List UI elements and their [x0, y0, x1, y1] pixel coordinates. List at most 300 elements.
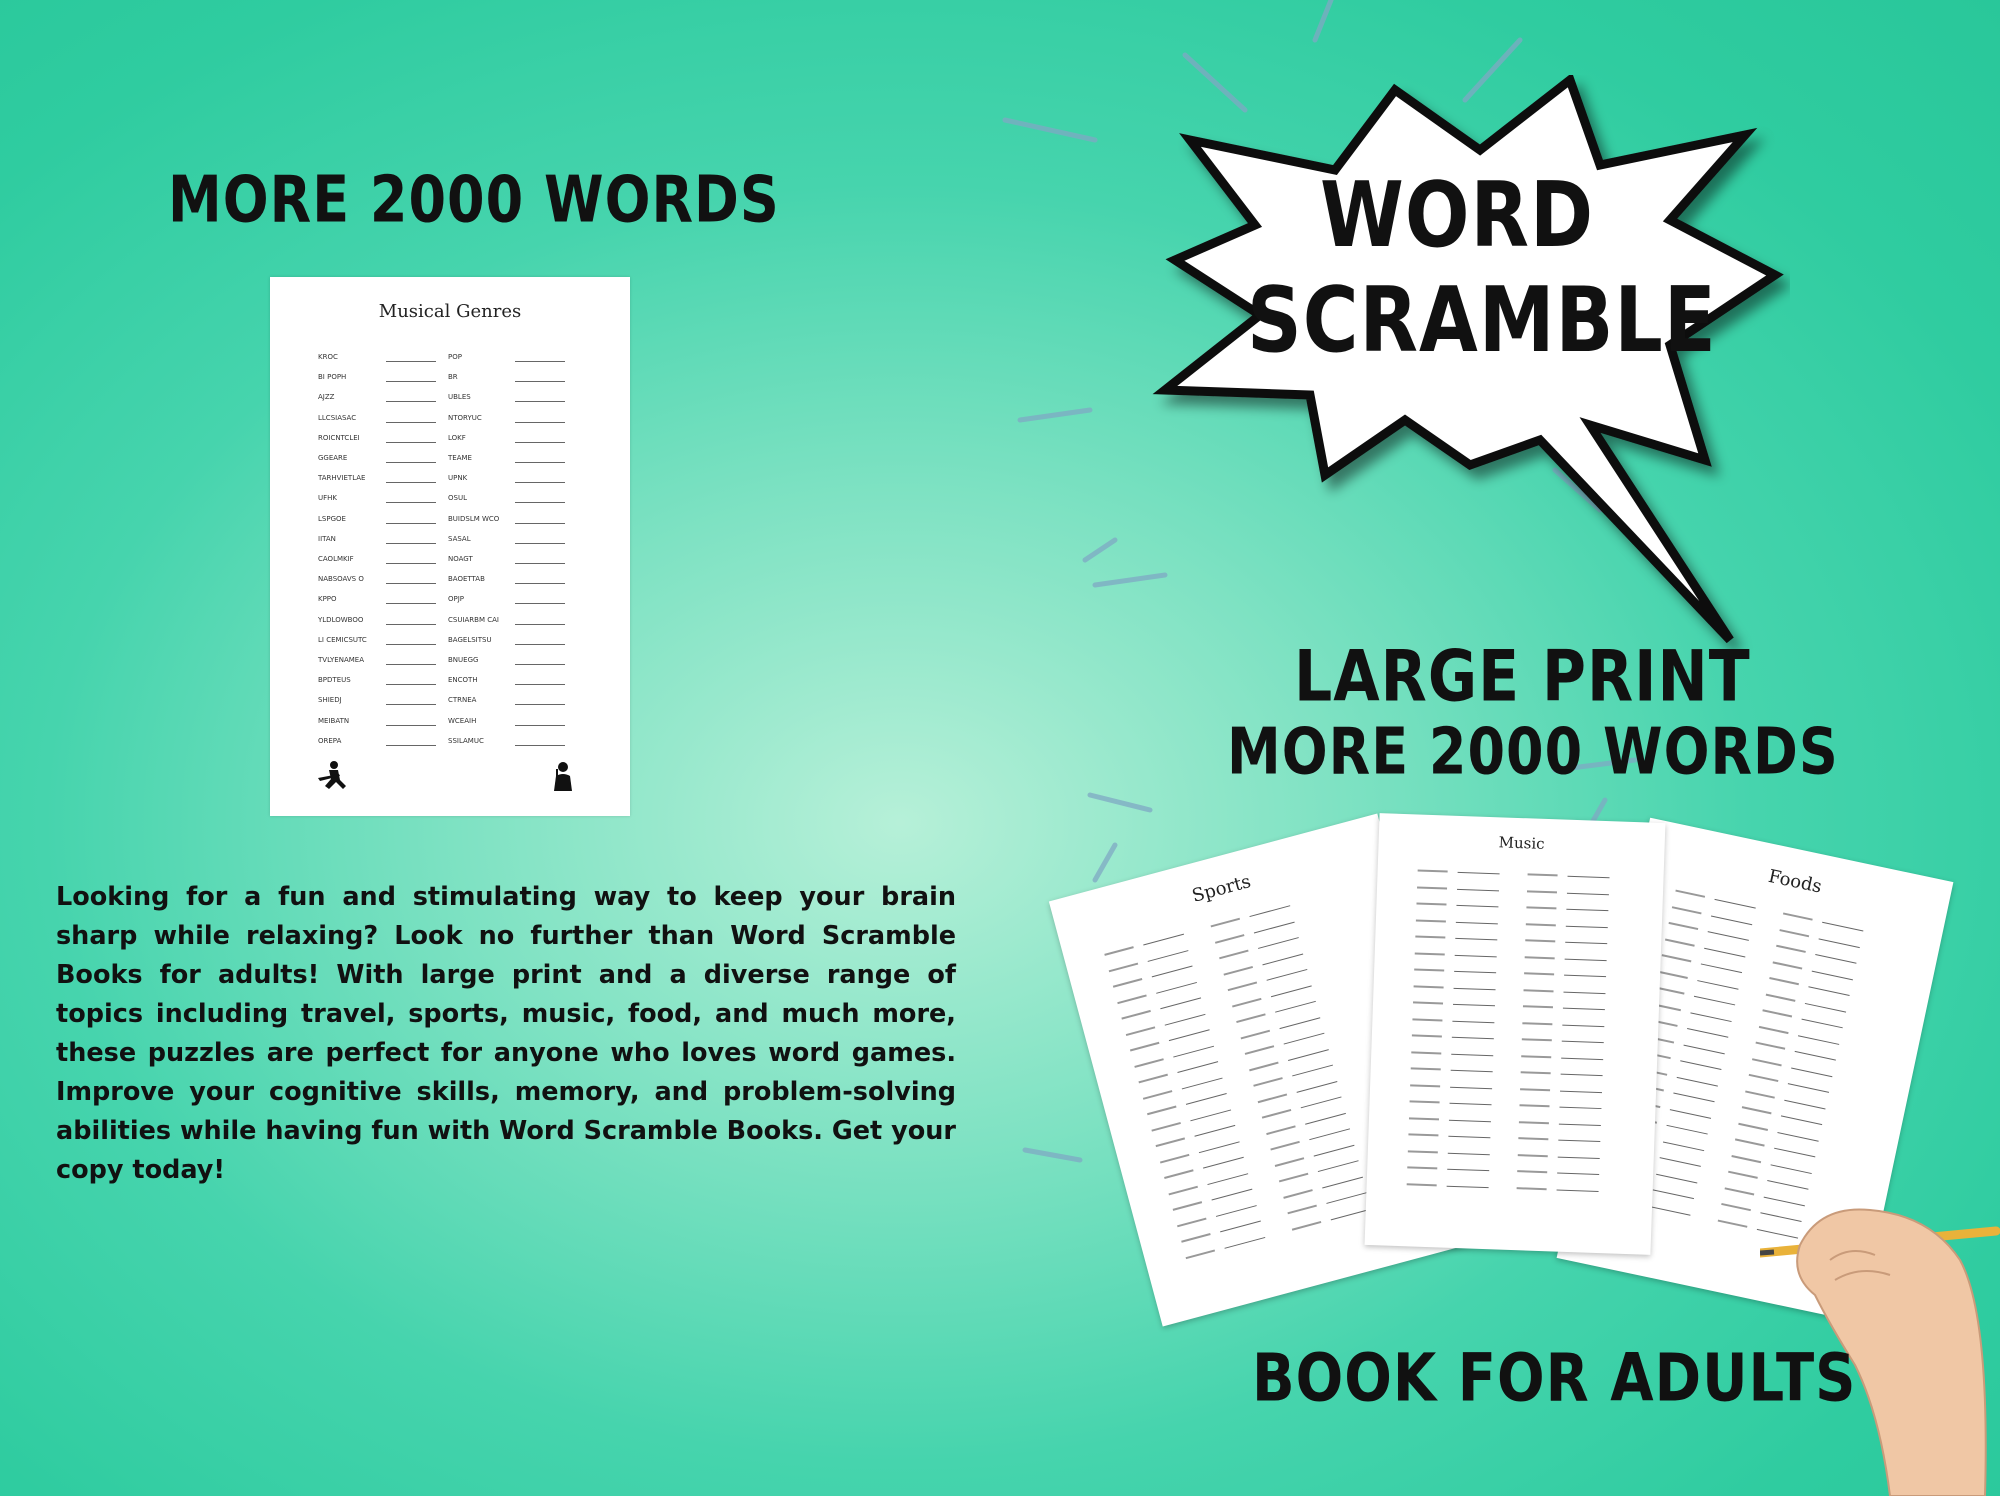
word-placeholder	[1249, 1061, 1278, 1071]
answer-line	[1452, 1037, 1494, 1039]
title-scramble: SCRAMBLE	[1247, 266, 1717, 373]
answer-line	[1454, 971, 1496, 973]
answer-line	[1563, 991, 1605, 993]
word-placeholder	[1414, 985, 1444, 988]
word-placeholder	[1769, 977, 1799, 985]
answer-line	[1656, 1173, 1697, 1183]
word-placeholder	[1185, 1249, 1214, 1259]
answer-line	[1203, 1157, 1244, 1169]
answer-line	[1561, 1074, 1603, 1076]
answer-line	[386, 462, 436, 463]
scrambled-word: OREPA	[318, 736, 342, 745]
word-placeholder	[1410, 1100, 1440, 1103]
footer-book-for-adults: BOOK FOR ADULTS	[1252, 1340, 1857, 1417]
word-placeholder	[1414, 968, 1444, 971]
answer-line	[1697, 980, 1738, 990]
answer-line	[1680, 1060, 1721, 1070]
answer-line	[386, 523, 436, 524]
word-placeholder	[1524, 989, 1554, 992]
answer-line	[1453, 1004, 1495, 1006]
word-placeholder	[1526, 906, 1556, 909]
word-placeholder	[1411, 1051, 1441, 1054]
sheet-row	[270, 696, 630, 716]
page-foods-title: Foods	[1766, 865, 1824, 898]
word-placeholder	[1130, 1042, 1159, 1052]
answer-line	[1447, 1185, 1489, 1187]
word-placeholder	[1525, 956, 1555, 959]
answer-line	[1566, 909, 1608, 911]
answer-line	[1288, 1049, 1329, 1061]
answer-line	[1812, 970, 1853, 980]
word-placeholder	[1232, 997, 1261, 1007]
subtitle-large-print: LARGE PRINT	[1294, 635, 1751, 719]
answer-line	[1795, 1051, 1836, 1061]
word-placeholder	[1117, 994, 1146, 1004]
word-placeholder	[1725, 1187, 1755, 1195]
answer-line	[1322, 1176, 1363, 1188]
word-placeholder	[1773, 961, 1803, 969]
scrambled-word: OSUL	[448, 494, 467, 503]
word-placeholder	[1121, 1010, 1150, 1020]
word-placeholder	[1408, 1150, 1438, 1153]
scrambled-word: TEAME	[448, 454, 472, 462]
answer-line	[1690, 1012, 1731, 1022]
answer-line	[515, 361, 565, 362]
word-placeholder	[1517, 1170, 1547, 1173]
scrambled-word: LI CEMICSUTC	[318, 635, 367, 644]
answer-line	[1653, 1189, 1694, 1199]
answer-line	[386, 745, 436, 746]
word-placeholder	[1523, 1005, 1553, 1008]
sheet-row	[270, 515, 630, 535]
answer-line	[1448, 1152, 1490, 1154]
answer-line	[1207, 1173, 1248, 1185]
answer-line	[1808, 986, 1849, 996]
answer-line	[1711, 915, 1752, 925]
answer-line	[1169, 1029, 1210, 1041]
answer-line	[1649, 1206, 1690, 1216]
answer-line	[386, 725, 436, 726]
scrambled-word: AJZZ	[318, 393, 335, 402]
scrambled-word: KROC	[318, 353, 338, 361]
answer-line	[1559, 1123, 1601, 1125]
word-placeholder	[1262, 1109, 1291, 1119]
word-placeholder	[1143, 1090, 1172, 1100]
word-placeholder	[1415, 952, 1445, 955]
scrambled-word: SSILAMUC	[448, 736, 484, 745]
answer-line	[1457, 888, 1499, 890]
word-placeholder	[1517, 1187, 1547, 1190]
scrambled-word: BAOETTAB	[448, 575, 485, 584]
sample-puzzle-sheet	[270, 277, 630, 816]
answer-line	[1565, 942, 1607, 944]
answer-line	[1784, 1099, 1825, 1109]
answer-line	[1173, 1045, 1214, 1057]
word-placeholder	[1266, 1125, 1295, 1135]
sheet-row	[270, 414, 630, 434]
word-placeholder	[1416, 919, 1446, 922]
sheet-row	[270, 434, 630, 454]
answer-line	[1455, 954, 1497, 956]
scrambled-word: CSUIARBM CAI	[448, 615, 499, 624]
word-placeholder	[1410, 1084, 1440, 1087]
subtitle-more-words: MORE 2000 WORDS	[1227, 714, 1839, 789]
answer-line	[1450, 1086, 1492, 1088]
scrambled-word: NTORYUC	[448, 413, 482, 422]
page-music-title: Music	[1498, 833, 1545, 853]
answer-line	[515, 502, 565, 503]
answer-line	[1305, 1112, 1346, 1124]
answer-line	[386, 563, 436, 564]
answer-line	[515, 745, 565, 746]
answer-line	[1318, 1160, 1359, 1172]
sheet-row	[270, 616, 630, 636]
answer-line	[515, 644, 565, 645]
scrambled-word: TARHVIETLAE	[318, 474, 366, 483]
answer-line	[1562, 1024, 1604, 1026]
answer-line	[1447, 1169, 1489, 1171]
word-placeholder	[1721, 1203, 1751, 1211]
word-placeholder	[1728, 1171, 1758, 1179]
answer-line	[386, 381, 436, 382]
answer-line	[515, 482, 565, 483]
scrambled-word: TVLYENAMEA	[318, 656, 365, 664]
answer-line	[1559, 1107, 1601, 1109]
sheet-title: Musical Genres	[378, 301, 522, 322]
scrambled-word: LOKF	[448, 433, 466, 442]
answer-line	[515, 684, 565, 685]
answer-line	[1791, 1067, 1832, 1077]
answer-line	[1815, 954, 1856, 964]
word-placeholder	[1258, 1093, 1287, 1103]
scrambled-word: MEIBATN	[318, 716, 350, 725]
scrambled-word: BNUEGG	[448, 656, 479, 664]
answer-line	[1160, 997, 1201, 1009]
word-placeholder	[1416, 902, 1446, 905]
guitarist-icon	[315, 760, 349, 792]
answer-line	[386, 684, 436, 685]
answer-line	[1267, 969, 1308, 981]
answer-line	[386, 543, 436, 544]
answer-line	[1822, 922, 1863, 932]
answer-line	[1275, 1001, 1316, 1013]
answer-line	[386, 361, 436, 362]
answer-line	[1558, 1140, 1600, 1142]
answer-line	[1557, 1189, 1599, 1191]
sheet-row	[270, 717, 630, 737]
answer-line	[515, 603, 565, 604]
word-placeholder	[1215, 934, 1244, 944]
answer-line	[1220, 1221, 1261, 1233]
word-placeholder	[1253, 1077, 1282, 1087]
answer-line	[1798, 1035, 1839, 1045]
answer-line	[386, 482, 436, 483]
answer-line	[1186, 1093, 1227, 1105]
scrambled-word: POP	[448, 353, 462, 361]
answer-line	[515, 664, 565, 665]
answer-line	[1177, 1061, 1218, 1073]
word-placeholder	[1738, 1122, 1768, 1130]
answer-line	[386, 442, 436, 443]
answer-line	[1774, 1148, 1815, 1158]
answer-line	[1684, 1044, 1725, 1054]
word-placeholder	[1219, 950, 1248, 960]
answer-line	[515, 704, 565, 705]
answer-line	[1284, 1033, 1325, 1045]
answer-line	[1258, 937, 1299, 949]
word-placeholder	[1521, 1071, 1551, 1074]
sheet-row	[270, 494, 630, 514]
scrambled-word: LSPGOE	[318, 514, 346, 523]
word-placeholder	[1522, 1038, 1552, 1041]
answer-line	[1456, 921, 1498, 923]
answer-line	[386, 422, 436, 423]
scrambled-word: ROICNTCLEI	[318, 433, 360, 442]
word-placeholder	[1287, 1205, 1316, 1215]
answer-line	[1561, 1057, 1603, 1059]
answer-line	[1249, 905, 1290, 917]
word-placeholder	[1173, 1201, 1202, 1211]
word-placeholder	[1113, 978, 1142, 988]
word-placeholder	[1138, 1074, 1167, 1084]
word-placeholder	[1270, 1141, 1299, 1151]
word-placeholder	[1211, 918, 1240, 928]
word-placeholder	[1524, 972, 1554, 975]
answer-line	[1199, 1141, 1240, 1153]
sheet-row	[270, 535, 630, 555]
scrambled-word: SASAL	[448, 534, 471, 543]
answer-line	[1292, 1065, 1333, 1077]
scrambled-word: CAOLMKIF	[318, 555, 354, 563]
answer-line	[1216, 1205, 1257, 1217]
scrambled-word: LLCSIASAC	[318, 413, 357, 422]
sheet-row	[270, 595, 630, 615]
word-placeholder	[1528, 873, 1558, 876]
answer-line	[1271, 985, 1312, 997]
word-placeholder	[1168, 1185, 1197, 1195]
answer-line	[1182, 1077, 1223, 1089]
word-placeholder	[1418, 870, 1448, 873]
word-placeholder	[1783, 912, 1813, 920]
page-music	[1365, 813, 1666, 1255]
word-placeholder	[1228, 981, 1257, 991]
scrambled-word: ENCOTH	[448, 676, 478, 685]
word-placeholder	[1762, 1009, 1792, 1017]
word-placeholder	[1104, 946, 1133, 956]
word-placeholder	[1665, 938, 1695, 946]
sheet-row	[270, 555, 630, 575]
scrambled-word: WCEAIH	[448, 716, 477, 725]
word-placeholder	[1412, 1034, 1442, 1037]
answer-line	[515, 442, 565, 443]
answer-line	[1451, 1053, 1493, 1055]
answer-line	[1557, 1173, 1599, 1175]
answer-line	[1279, 1017, 1320, 1029]
sheet-row	[270, 676, 630, 696]
answer-line	[1449, 1119, 1491, 1121]
word-placeholder	[1126, 1026, 1155, 1036]
answer-line	[1673, 1093, 1714, 1103]
scrambled-word: YLDLOWBOO	[318, 615, 364, 624]
answer-line	[1565, 958, 1607, 960]
scrambled-word: CTRNEA	[448, 696, 477, 705]
answer-line	[515, 563, 565, 564]
sheet-row	[270, 474, 630, 494]
word-placeholder	[1407, 1183, 1437, 1186]
answer-line	[1454, 987, 1496, 989]
word-placeholder	[1525, 939, 1555, 942]
answer-line	[1788, 1083, 1829, 1093]
word-placeholder	[1181, 1233, 1210, 1243]
answer-line	[1805, 1002, 1846, 1012]
word-placeholder	[1662, 954, 1692, 962]
answer-line	[386, 603, 436, 604]
word-placeholder	[1236, 1013, 1265, 1023]
word-placeholder	[1134, 1058, 1163, 1068]
answer-line	[1708, 931, 1749, 941]
scrambled-word: BUIDSLM WCO	[448, 514, 500, 523]
answer-line	[1165, 1013, 1206, 1025]
scrambled-word: NABSOAVS O	[318, 575, 364, 584]
word-placeholder	[1164, 1169, 1193, 1179]
answer-line	[1452, 1020, 1494, 1022]
word-placeholder	[1735, 1138, 1765, 1146]
answer-line	[1147, 950, 1188, 962]
word-placeholder	[1756, 1042, 1786, 1050]
word-placeholder	[1160, 1153, 1189, 1163]
answer-line	[515, 624, 565, 625]
answer-line	[515, 462, 565, 463]
answer-line	[1156, 981, 1197, 993]
answer-line	[1563, 1008, 1605, 1010]
answer-line	[1566, 925, 1608, 927]
answer-line	[1714, 899, 1755, 909]
answer-line	[1309, 1128, 1350, 1140]
answer-line	[1212, 1189, 1253, 1201]
hand-pencil-image	[1760, 1165, 2000, 1496]
word-placeholder	[1292, 1221, 1321, 1231]
word-placeholder	[1732, 1155, 1762, 1163]
answer-line	[515, 401, 565, 402]
answer-line	[1326, 1192, 1367, 1204]
word-placeholder	[1742, 1106, 1772, 1114]
word-placeholder	[1752, 1058, 1782, 1066]
scrambled-word: UBLES	[448, 393, 471, 402]
answer-line	[515, 725, 565, 726]
scrambled-word: KPPO	[318, 595, 337, 604]
sheet-row	[270, 454, 630, 474]
answer-line	[1567, 892, 1609, 894]
page-sports-title: Sports	[1189, 871, 1254, 907]
sheet-row	[270, 353, 630, 373]
title-word: WORD	[1320, 161, 1595, 268]
answer-line	[1701, 963, 1742, 973]
word-placeholder	[1672, 906, 1702, 914]
word-placeholder	[1417, 886, 1447, 889]
sheet-row	[270, 575, 630, 595]
word-placeholder	[1223, 966, 1252, 976]
answer-line	[1677, 1076, 1718, 1086]
answer-line	[1562, 1041, 1604, 1043]
answer-line	[1663, 1141, 1704, 1151]
answer-line	[1704, 947, 1745, 957]
word-placeholder	[1518, 1137, 1548, 1140]
word-placeholder	[1109, 962, 1138, 972]
answer-line	[515, 422, 565, 423]
word-placeholder	[1412, 1018, 1442, 1021]
answer-line	[1558, 1156, 1600, 1158]
left-heading: MORE 2000 WORDS	[168, 162, 780, 237]
scrambled-word: BPDTEUS	[318, 676, 351, 685]
answer-line	[1450, 1103, 1492, 1105]
sheet-row	[270, 636, 630, 656]
word-placeholder	[1411, 1067, 1441, 1070]
answer-line	[386, 502, 436, 503]
answer-line	[1564, 975, 1606, 977]
answer-line	[1224, 1236, 1265, 1248]
answer-line	[1451, 1070, 1493, 1072]
answer-line	[386, 664, 436, 665]
answer-line	[1190, 1109, 1231, 1121]
word-placeholder	[1521, 1055, 1551, 1058]
word-placeholder	[1279, 1173, 1308, 1183]
word-placeholder	[1518, 1154, 1548, 1157]
word-placeholder	[1658, 970, 1688, 978]
word-placeholder	[1745, 1090, 1775, 1098]
scrambled-word: NOAGT	[448, 555, 473, 563]
word-placeholder	[1520, 1088, 1550, 1091]
answer-line	[1560, 1090, 1602, 1092]
word-placeholder	[1776, 945, 1806, 953]
answer-line	[1777, 1132, 1818, 1142]
answer-line	[386, 644, 436, 645]
answer-line	[1296, 1081, 1337, 1093]
scrambled-word: BAGELSITSU	[448, 635, 492, 644]
answer-line	[1152, 966, 1193, 978]
scrambled-word: UPNK	[448, 474, 468, 483]
answer-line	[1448, 1136, 1490, 1138]
answer-line	[1670, 1109, 1711, 1119]
word-placeholder	[1407, 1166, 1437, 1169]
answer-line	[1660, 1157, 1701, 1167]
sheet-row	[270, 393, 630, 413]
word-placeholder	[1408, 1133, 1438, 1136]
word-placeholder	[1759, 1025, 1789, 1033]
page-music-rows	[1378, 863, 1664, 873]
answer-line	[515, 583, 565, 584]
answer-line	[1568, 876, 1610, 878]
scrambled-word: OPJP	[448, 595, 465, 604]
scrambled-word: GGEARE	[318, 454, 348, 462]
answer-line	[386, 624, 436, 625]
word-placeholder	[1669, 922, 1699, 930]
word-placeholder	[1519, 1121, 1549, 1124]
answer-line	[515, 543, 565, 544]
word-placeholder	[1275, 1157, 1304, 1167]
answer-line	[1314, 1144, 1355, 1156]
answer-line	[515, 381, 565, 382]
answer-line	[1143, 934, 1184, 946]
answer-line	[1802, 1019, 1843, 1029]
description-paragraph: Looking for a fun and stimulating way to keep your brain sharp while relaxing? Look no further than Word Scramble Books for adults! With large print and a diverse range of topics including travel, sports, music, food, and much more, these puzzles are perfect for anyone who loves word games. Improve your cognitive skills, memory, and problem-solving abilities while having fun with Word Scramble Books. Get your copy today!	[56, 882, 956, 1185]
word-placeholder	[1675, 890, 1705, 898]
word-placeholder	[1147, 1106, 1176, 1116]
answer-line	[1455, 938, 1497, 940]
answer-line	[1781, 1115, 1822, 1125]
word-placeholder	[1245, 1045, 1274, 1055]
word-placeholder	[1526, 923, 1556, 926]
word-placeholder	[1240, 1029, 1269, 1039]
